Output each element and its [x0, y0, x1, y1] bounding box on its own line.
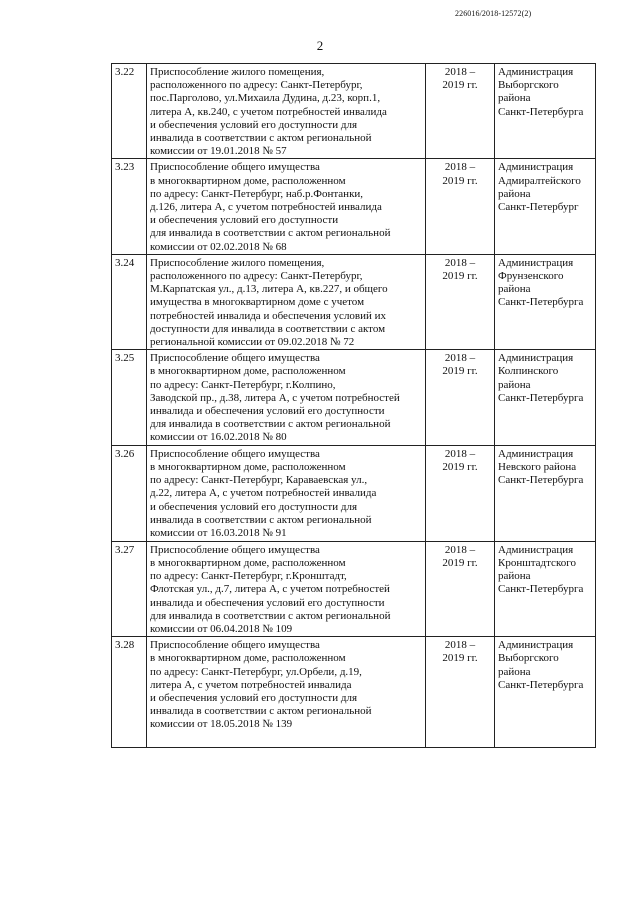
implementation-term: [426, 637, 495, 748]
description-line: в многоквартирном доме, расположенном: [150, 365, 346, 378]
executor-line: Администрация: [498, 447, 574, 460]
item-number: 3.25: [112, 350, 147, 445]
term-line: 2019 гг.: [442, 460, 478, 473]
description-line: по адресу: Санкт-Петербург, ул.Орбели, д.19,: [150, 665, 362, 678]
executor-line: Санкт-Петербурга: [498, 296, 584, 309]
table-row: [112, 445, 596, 541]
description-line: и обеспечения условий его доступности для: [150, 691, 358, 704]
measure-description: [147, 541, 426, 636]
executor-line: Администрация: [498, 66, 574, 78]
description-line: д.126, литера А, с учетом потребностей инвалида: [150, 201, 382, 214]
description-line: по адресу: Санкт-Петербург, Караваевская ул.,: [150, 474, 368, 487]
executor-line: Выборгского: [498, 79, 559, 92]
description-line: и обеспечения условий его доступности: [150, 214, 339, 227]
term-line: 2018 –: [444, 256, 476, 269]
item-number: 3.22: [112, 64, 147, 159]
description-line: в многоквартирном доме, расположенном: [150, 174, 346, 187]
table-row: [112, 159, 596, 254]
term-line: 2019 гг.: [442, 556, 478, 569]
item-number: 3.27: [112, 541, 147, 636]
executor-line: Кронштадтского: [498, 556, 576, 569]
description-line: инвалида в соответствии с актом региональной: [150, 513, 372, 526]
executor-line: Администрация: [498, 256, 574, 269]
description-line: по адресу: Санкт-Петербург, наб.р.Фонтанки,: [150, 187, 364, 200]
term-line: 2019 гг.: [442, 79, 478, 92]
executor-line: Санкт-Петербурга: [498, 678, 584, 691]
responsible-executor: [495, 64, 596, 159]
description-line: по адресу: Санкт-Петербург, г.Колпино,: [150, 378, 336, 391]
document-id: 226016/2018-12572(2): [455, 9, 532, 18]
description-line: в многоквартирном доме, расположенном: [150, 460, 346, 473]
executor-line: Фрунзенского: [498, 270, 564, 283]
term-line: 2018 –: [444, 447, 476, 460]
description-line: Приспособление общего имущества: [150, 161, 320, 174]
description-line: комиссии от 02.02.2018 № 68: [150, 240, 287, 253]
responsible-executor: [495, 637, 596, 748]
table-row: [112, 254, 596, 349]
description-line: для инвалида в соответствии с актом региональной: [150, 418, 391, 431]
description-line: инвалида и обеспечения условий его доступности: [150, 596, 385, 609]
term-line: 2018 –: [444, 161, 476, 174]
responsible-executor: [495, 159, 596, 254]
measure-description: [147, 637, 426, 748]
executor-line: Администрация: [498, 161, 574, 174]
description-line: д.22, литера А, с учетом потребностей инвалида: [150, 487, 377, 500]
implementation-term: [426, 541, 495, 636]
term-line: 2019 гг.: [442, 365, 478, 378]
description-line: в многоквартирном доме, расположенном: [150, 556, 346, 569]
description-line: по адресу: Санкт-Петербург, г.Кронштадт,: [150, 570, 347, 583]
term-line: 2018 –: [444, 639, 476, 652]
executor-line: Администрация: [498, 352, 574, 365]
description-line: комиссии от 18.05.2018 № 139: [150, 718, 293, 731]
implementation-term: [426, 350, 495, 445]
description-line: Приспособление общего имущества: [150, 639, 320, 652]
description-line: комиссии от 16.03.2018 № 91: [150, 526, 287, 539]
description-line: комиссии от 06.04.2018 № 109: [150, 622, 293, 635]
executor-line: Администрация: [498, 639, 574, 652]
executor-line: Санкт-Петербурга: [498, 105, 584, 118]
description-line: комиссии от 16.02.2018 № 80: [150, 431, 287, 444]
description-line: доступности для инвалида в соответствии с актом: [150, 322, 386, 335]
table-row: [112, 637, 596, 748]
description-line: литера А, с учетом потребностей инвалида: [150, 678, 352, 691]
description-line: для инвалида в соответствии с актом региональной: [150, 227, 391, 240]
description-line: и обеспечения условий его доступности для: [150, 500, 358, 513]
term-line: 2018 –: [444, 543, 476, 556]
implementation-term: [426, 159, 495, 254]
description-line: расположенного по адресу: Санкт-Петербург,: [150, 270, 363, 283]
description-line: М.Карпатская ул., д.13, литера А, кв.227, и общего: [150, 283, 388, 296]
executor-line: Санкт-Петербург: [498, 201, 579, 214]
measure-description: [147, 64, 426, 159]
executor-line: Администрация: [498, 543, 574, 556]
executor-line: Санкт-Петербурга: [498, 391, 584, 404]
measure-description: [147, 159, 426, 254]
measures-table: [111, 63, 596, 748]
item-number: 3.28: [112, 637, 147, 748]
description-line: Приспособление общего имущества: [150, 543, 320, 556]
description-line: литера А, кв.240, с учетом потребностей инвалида: [150, 105, 387, 118]
description-line: в многоквартирном доме, расположенном: [150, 652, 346, 665]
description-line: потребностей инвалида и обеспечения условий их: [150, 309, 387, 322]
item-number: 3.26: [112, 445, 147, 541]
description-line: Заводской пр., д.38, литера А, с учетом потребностей: [150, 391, 400, 404]
executor-line: района: [498, 187, 531, 200]
description-line: имущества в многоквартирном доме с учетом: [150, 296, 365, 309]
description-line: Приспособление общего имущества: [150, 447, 320, 460]
measure-description: [147, 254, 426, 349]
description-line: и обеспечения условий его доступности для: [150, 118, 358, 131]
responsible-executor: [495, 350, 596, 445]
term-line: 2019 гг.: [442, 174, 478, 187]
table-row: [112, 350, 596, 445]
description-line: инвалида в соответствии с актом региональной: [150, 705, 372, 718]
executor-line: Колпинского: [498, 365, 559, 378]
executor-line: Санкт-Петербурга: [498, 583, 584, 596]
executor-line: района: [498, 92, 531, 105]
executor-line: Адмиралтейского: [498, 174, 581, 187]
executor-line: Санкт-Петербурга: [498, 474, 584, 487]
description-line: пос.Парголово, ул.Михаила Дудина, д.23, корп.1,: [150, 92, 381, 105]
item-number: 3.24: [112, 254, 147, 349]
implementation-term: [426, 64, 495, 159]
executor-line: района: [498, 378, 531, 391]
table-row: [112, 541, 596, 636]
term-line: 2019 гг.: [442, 270, 478, 283]
executor-line: района: [498, 570, 531, 583]
responsible-executor: [495, 254, 596, 349]
table-row: [112, 64, 596, 159]
description-line: для инвалида в соответствии с актом региональной: [150, 609, 391, 622]
item-number: 3.23: [112, 159, 147, 254]
page-number: 2: [316, 38, 324, 53]
description-line: Флотская ул., д.7, литера А, с учетом потребностей: [150, 583, 390, 596]
executor-line: Невского района: [498, 460, 577, 473]
responsible-executor: [495, 541, 596, 636]
term-line: 2018 –: [444, 352, 476, 365]
description-line: Приспособление общего имущества: [150, 352, 320, 365]
description-line: комиссии от 19.01.2018 № 57: [150, 145, 287, 158]
term-line: 2018 –: [444, 66, 476, 78]
executor-line: района: [498, 665, 531, 678]
responsible-executor: [495, 445, 596, 541]
executor-line: Выборгского: [498, 652, 559, 665]
description-line: расположенного по адресу: Санкт-Петербург,: [150, 79, 363, 92]
description-line: инвалида в соответствии с актом региональной: [150, 132, 372, 145]
description-line: инвалида и обеспечения условий его доступности: [150, 405, 385, 418]
description-line: Приспособление жилого помещения,: [150, 256, 325, 269]
executor-line: района: [498, 283, 531, 296]
implementation-term: [426, 445, 495, 541]
term-line: 2019 гг.: [442, 652, 478, 665]
implementation-term: [426, 254, 495, 349]
description-line: региональной комиссии от 09.02.2018 № 72: [150, 336, 355, 349]
measure-description: [147, 445, 426, 541]
measure-description: [147, 350, 426, 445]
description-line: Приспособление жилого помещения,: [150, 66, 325, 78]
